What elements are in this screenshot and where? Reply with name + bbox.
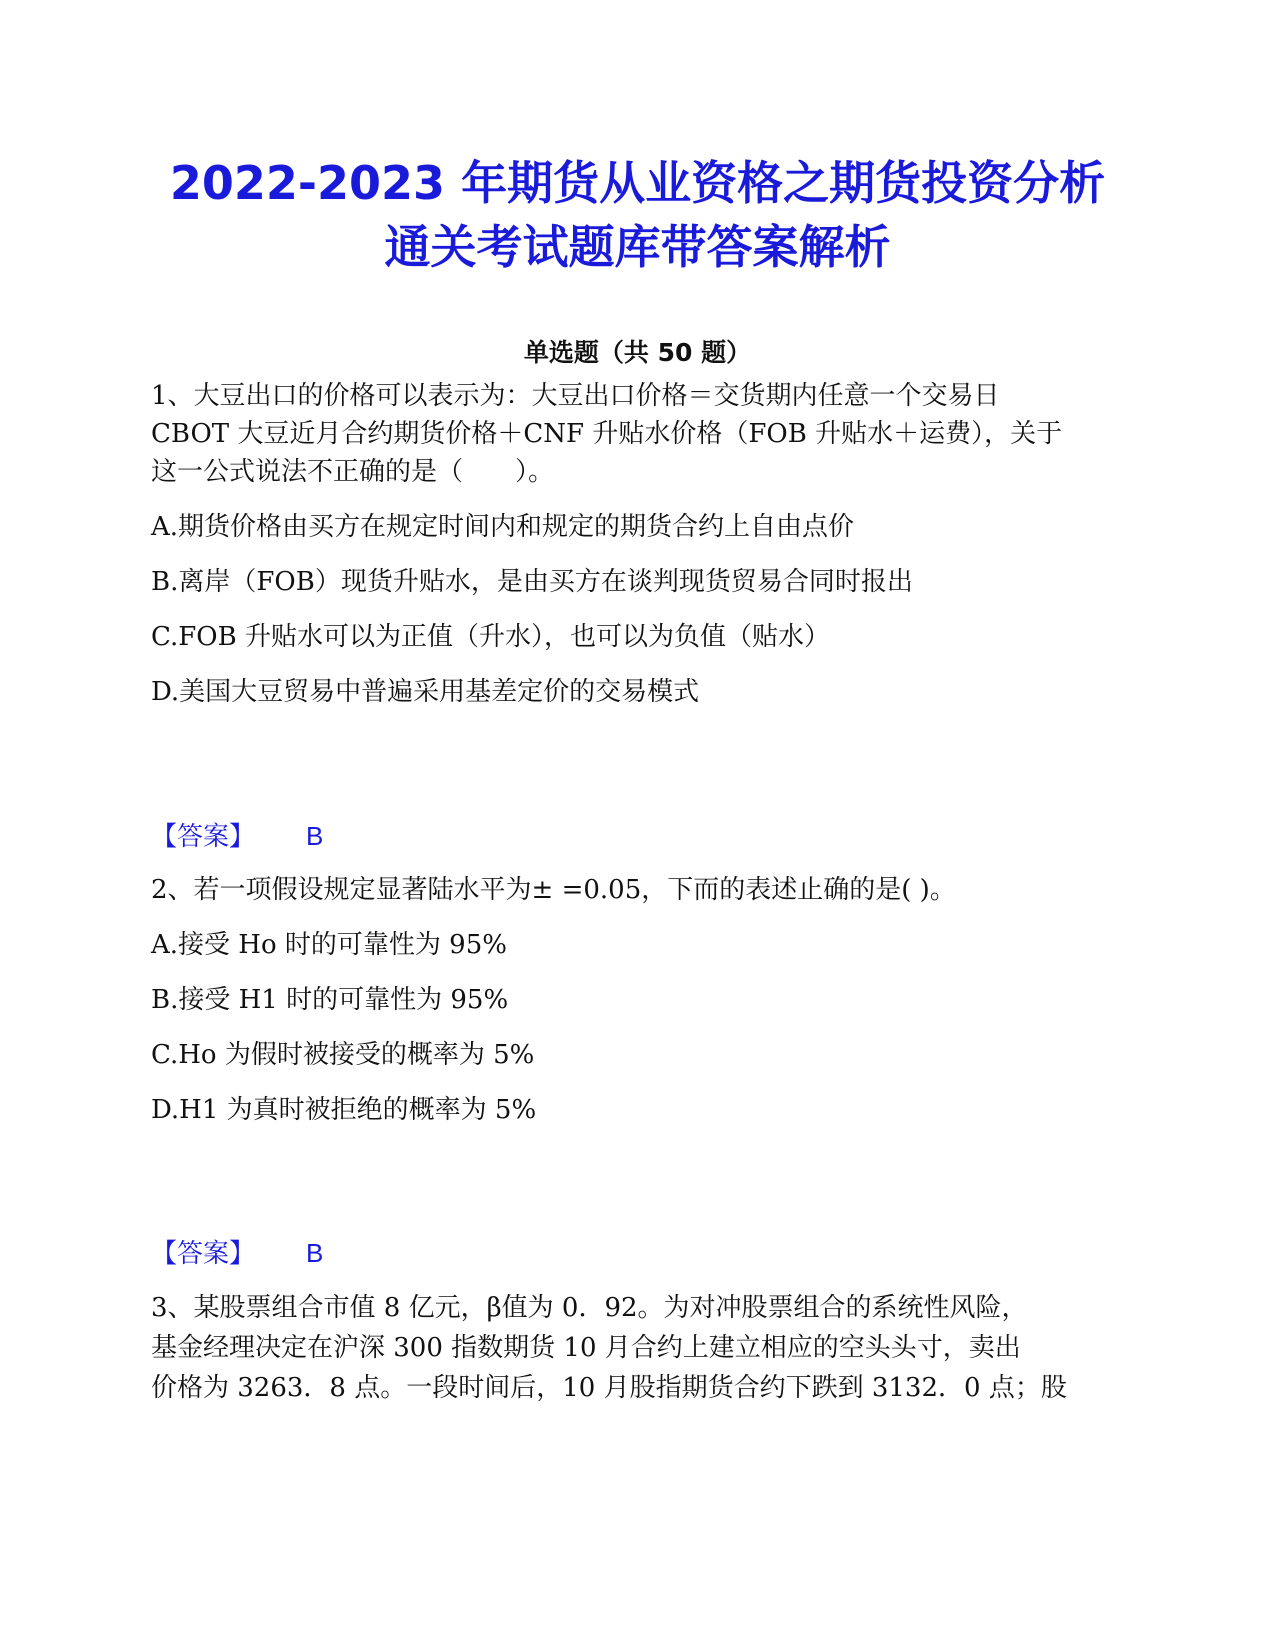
section-title: 单选题（共 50 题） <box>523 338 752 367</box>
question-3-stem-line-1: 3、某股票组合市值 8 亿元，β值为 0．92。为对冲股票组合的系统性风险， <box>151 1293 1028 1323</box>
question-1-option-b: B.离岸（FOB）现货升贴水，是由买方在谈判现货贸易合同时报出 <box>151 567 913 597</box>
document-title-line-2: 通关考试题库带答案解析 <box>384 220 891 274</box>
question-1-option-a: A.期货价格由买方在规定时间内和规定的期货合约上自由点价 <box>151 512 855 542</box>
answer-label: 【答案】 <box>151 822 256 852</box>
question-2-option-b: B.接受 H1 时的可靠性为 95% <box>151 985 509 1015</box>
question-1-stem-line-2: CBOT 大豆近月合约期货价格＋CNF 升贴水价格（FOB 升贴水＋运费），关于 <box>151 419 1063 449</box>
answer-label: 【答案】 <box>151 1239 256 1269</box>
question-2-stem-line-1: 2、若一项假设规定显著陆水平为± =0.05，下而的表述止确的是( )。 <box>151 875 956 905</box>
question-1-option-d: D.美国大豆贸易中普遍采用基差定价的交易模式 <box>151 677 700 707</box>
question-2-option-c: C.Ho 为假时被接受的概率为 5% <box>151 1040 535 1070</box>
question-2-option-a: A.接受 Ho 时的可靠性为 95% <box>151 930 507 960</box>
answer-value: B <box>306 821 324 851</box>
question-2-answer <box>151 1233 323 1274</box>
question-1-stem-line-1: 1、大豆出口的价格可以表示为：大豆出口价格＝交货期内任意一个交易日 <box>151 381 1000 411</box>
question-2-option-d: D.H1 为真时被拒绝的概率为 5% <box>151 1095 537 1125</box>
question-1-answer <box>151 816 323 857</box>
question-1-option-c: C.FOB 升贴水可以为正值（升水），也可以为负值（贴水） <box>151 622 830 652</box>
document-title-line-1: 2022-2023 年期货从业资格之期货投资分析 <box>169 156 1106 210</box>
question-3-stem-line-3: 价格为 3263．8 点。一段时间后，10 月股指期货合约下跌到 3132．0 点；股 <box>151 1373 1067 1403</box>
question-3-stem-line-2: 基金经理决定在沪深 300 指数期货 10 月合约上建立相应的空头头寸，卖出 <box>151 1333 1021 1363</box>
answer-value: B <box>306 1238 324 1268</box>
question-1-stem-line-3: 这一公式说法不正确的是（ ）。 <box>151 457 555 487</box>
